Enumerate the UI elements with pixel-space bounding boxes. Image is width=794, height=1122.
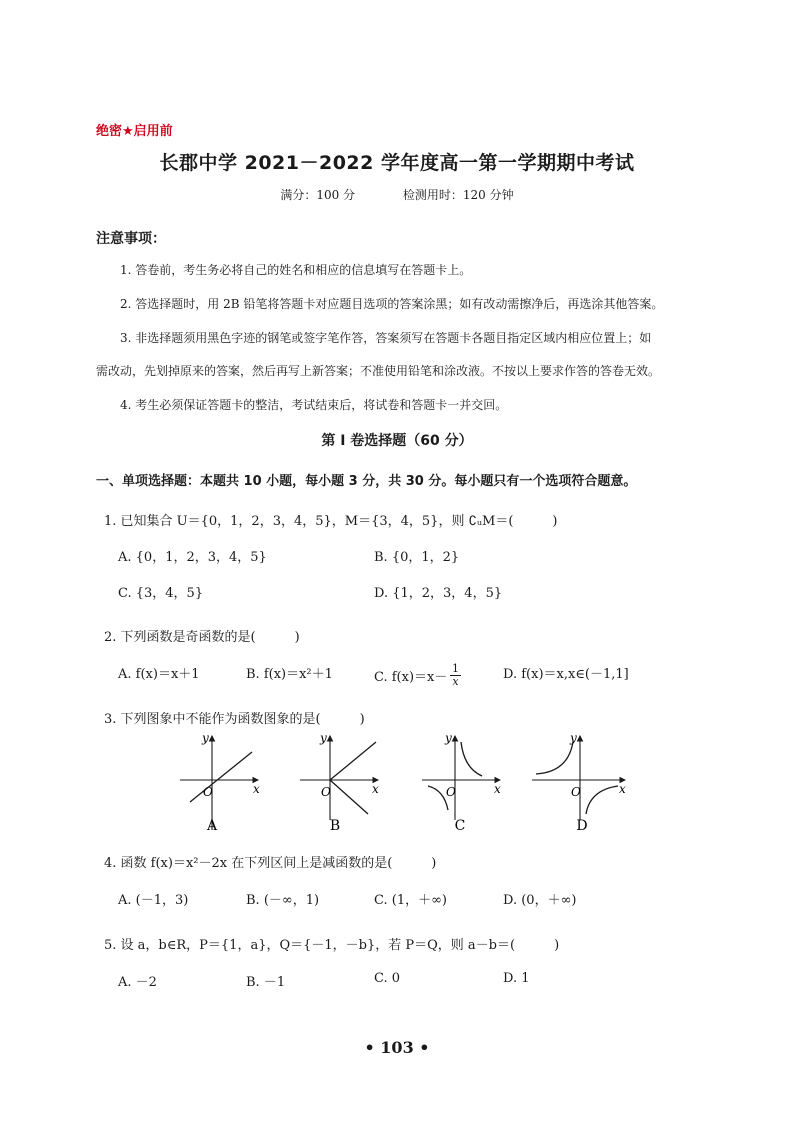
graph-a — [180, 736, 258, 830]
q1-option-d: D. {1，2，3，4，5} — [374, 586, 503, 601]
q3-graphs — [170, 730, 650, 840]
q1-option-a: A. {0，1，2，3，4，5} — [118, 550, 267, 565]
graph-a-x-label: x — [253, 782, 260, 796]
q3-stem: 3. 下列图象中不能作为函数图象的是( ) — [104, 712, 365, 727]
graph-d — [532, 736, 625, 820]
notice-item-3-cont: 需改动，先划掉原来的答案，然后再写上新答案；不准使用铅笔和涂改液。不按以上要求作答的答卷无效。 — [96, 364, 661, 378]
page-number: • 103 • — [364, 1038, 430, 1057]
graph-b-y-label: y — [320, 731, 327, 745]
exam-title: 长郡中学 2021－2022 学年度高一第一学期期中考试 — [159, 152, 635, 174]
graph-b — [300, 736, 378, 820]
graph-c — [422, 736, 500, 820]
q4-option-a: A. (－1，3) — [118, 893, 189, 908]
graph-a-y-label: y — [202, 731, 209, 745]
notice-item-1: 1. 答卷前，考生务必将自己的姓名和相应的信息填写在答题卡上。 — [120, 263, 472, 277]
q2-fraction — [450, 663, 460, 688]
q5-option-d: D. 1 — [503, 971, 530, 986]
section-title: 第 I 卷选择题（60 分） — [321, 433, 473, 449]
graph-b-origin: O — [321, 785, 331, 799]
q1-stem: 1. 已知集合 U＝{0，1，2，3，4，5}，M＝{3，4，5}，则 ∁ᵤM＝( ) — [104, 514, 558, 529]
graph-b-x-label: x — [372, 782, 379, 796]
q2-option-c-prefix: C. f(x)＝x－ — [374, 670, 448, 685]
graph-b-label: B — [329, 818, 341, 834]
notice-item-4: 4. 考生必须保证答题卡的整洁，考试结束后，将试卷和答题卡一并交回。 — [120, 398, 508, 412]
q2-fraction-num: 1 — [451, 662, 459, 675]
duration: 检测用时：120 分钟 — [402, 188, 514, 202]
q4-option-c: C. (1，＋∞) — [374, 893, 447, 908]
part-title: 一、单项选择题：本题共 10 小题，每小题 3 分，共 30 分。每小题只有一个选项符合题意。 — [96, 474, 637, 489]
exam-meta — [0, 186, 794, 203]
q2-option-d: D. f(x)＝x,x∈(－1,1] — [503, 667, 629, 682]
graph-d-origin: O — [571, 785, 581, 799]
graph-c-label: C — [454, 818, 466, 834]
q4-stem: 4. 函数 f(x)＝x²－2x 在下列区间上是减函数的是( ) — [104, 856, 437, 871]
notice-item-2: 2. 答选择题时，用 2B 铅笔将答题卡对应题目选项的答案涂黑；如有改动需擦净后，再选涂其他答案。 — [120, 297, 664, 311]
graph-c-origin: O — [446, 785, 456, 799]
q5-option-c: C. 0 — [374, 971, 401, 986]
graph-d-y-label: y — [570, 731, 577, 745]
q4-option-d: D. (0，＋∞) — [503, 893, 577, 908]
graph-a-origin: O — [203, 785, 213, 799]
q5-option-b: B. －1 — [246, 975, 286, 990]
secret-mark: 绝密★启用前 — [96, 124, 173, 139]
q2-option-b: B. f(x)＝x²＋1 — [246, 667, 333, 682]
q1-option-b: B. {0，1，2} — [374, 550, 460, 565]
notice-heading: 注意事项： — [96, 231, 166, 247]
q2-stem: 2. 下列函数是奇函数的是( ) — [104, 630, 300, 645]
notice-item-3: 3. 非选择题须用黑色字迹的钢笔或签字笔作答，答案须写在答题卡各题目指定区域内相应位置上；如 — [120, 331, 652, 345]
graph-c-x-label: x — [494, 782, 501, 796]
q5-stem: 5. 设 a，b∈R，P＝{1，a}，Q＝{－1，－b}，若 P＝Q，则 a－b＝( ) — [104, 938, 560, 953]
graph-d-x-label: x — [619, 782, 626, 796]
graph-c-y-label: y — [445, 731, 452, 745]
graph-a-label: A — [206, 818, 218, 834]
q2-option-a: A. f(x)＝x＋1 — [118, 667, 200, 682]
q5-option-a: A. －2 — [118, 975, 157, 990]
q1-option-c: C. {3，4，5} — [118, 586, 204, 601]
q4-option-b: B. (－∞，1) — [246, 893, 320, 908]
q2-fraction-den: x — [452, 675, 459, 688]
q2-option-c — [374, 663, 461, 688]
graph-d-label: D — [576, 818, 588, 834]
full-score: 满分：100 分 — [280, 188, 356, 202]
